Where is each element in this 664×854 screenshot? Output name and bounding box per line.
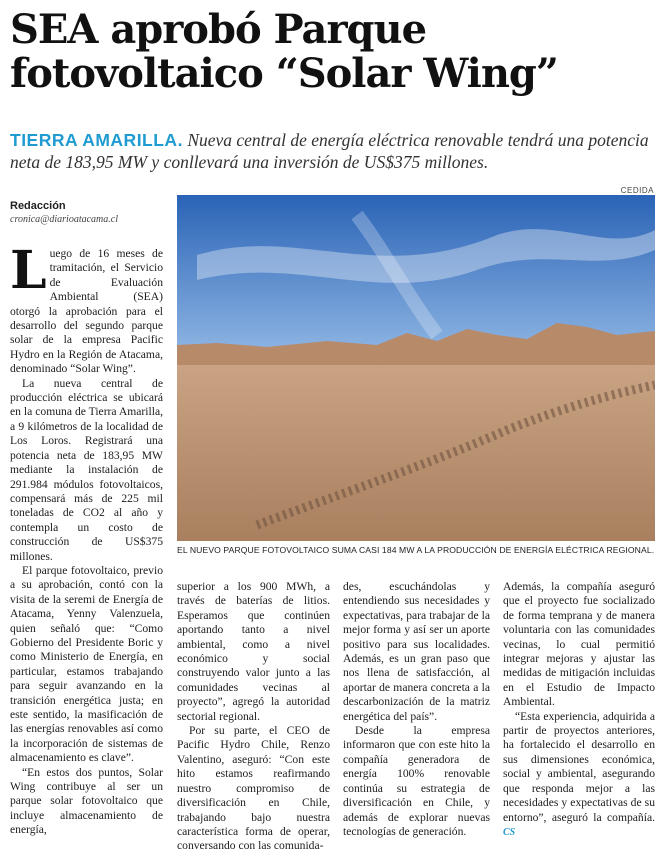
drop-cap: L: [10, 240, 47, 301]
paragraph-10: [503, 710, 655, 841]
paragraph-10-text: “Esta experiencia, adquirida a partir de proyectos anteriores, ha fortalecido el desarrollo en sus dimensiones económica, social y ambiental, asegurando que responda mejor a las necesidades y expectativas de su entorno”, aseguró la compañía.: [503, 709, 655, 824]
paragraph-9: Además, la compañía aseguró que el proyecto fue socializado de forma temprana y de manera voluntaria con las comunidades vecinas, lo cual permitió integrar mejoras y ajustar las medidas de mitigación incluidas en el Estudio de Impacto Ambiental.: [503, 580, 655, 709]
subhead-text: Nueva central de energía eléctrica renovable tendrá una potencia neta de 183,95 MW y conllevará una inversión de US$375 millones.: [10, 130, 649, 172]
paragraph-5: superior a los 900 MWh, a través de baterías de litios. Esperamos que continúen aportando tanto a nivel ambiental, como a nivel económico y social construyendo valor junto a las comunidades vecinas al proyecto”, agregó la autoridad sectorial regional.: [177, 580, 330, 723]
headline-line-1: SEA aprobó Parque: [10, 6, 427, 53]
paragraph-4: “En estos dos puntos, Solar Wing contribuye al ser un parque solar fotovoltaico que incluye almacenamiento de energía,: [10, 765, 163, 837]
subhead: [10, 129, 650, 173]
photo-caption: EL NUEVO PARQUE FOTOVOLTAICO SUMA CASI 184 MW A LA PRODUCCIÓN DE ENERGÍA ELÉCTRICA REGIONAL.: [177, 545, 655, 555]
paragraph-6: Por su parte, el CEO de Pacific Hydro Chile, Renzo Valentino, aseguró: “Con este hito estamos reafirmando nuestro compromiso de diversificación en Chile, trabajando bajo nuestra característica forma de operar, conversando con las comunida-: [177, 724, 330, 853]
article-column-3: [343, 580, 490, 839]
desert-floor: [177, 365, 655, 541]
article-column-1: [10, 240, 163, 838]
article-photo: [177, 195, 655, 541]
location-kicker: TIERRA AMARILLA.: [10, 130, 183, 150]
end-mark: CS: [503, 826, 516, 838]
paragraph-1: [10, 240, 163, 377]
paragraph-7: des, escuchándolas y entendiendo sus necesidades y expectativas, para trabajar de la mejor forma y así ser un aporte positivo para sus localidades. Además, es un gran paso que nos llena de satisfacción, al aportar de manera concreta a la descarbonización de la matriz energética del país”.: [343, 580, 490, 723]
article-column-2: [177, 580, 330, 854]
byline: [10, 200, 170, 225]
paragraph-2: La nueva central de producción eléctrica se ubicará en la comuna de Tierra Amarilla, a 9 kilómetros de la localidad de Los Loros. Registrará una potencia neta de 183,95 MW mediante la instalación de 291.984 módulos fotovoltaicos, compensará más de 225 mil toneladas de CO2 al año y contempla un costo de construcción de US$375 millones.: [10, 376, 163, 563]
paragraph-1-text: uego de 16 meses de tramitación, el Servicio de Evaluación Ambiental (SEA) otorgó la aprobación para el desarrollo del segundo parque solar de la empresa Pacific Hydro en la Región de Atacama, denominado “Solar Wing”.: [10, 247, 163, 376]
photo-credit: CEDIDA: [620, 186, 654, 195]
headline: [10, 8, 630, 96]
desert-landscape-image: [177, 195, 655, 541]
paragraph-3: El parque fotovoltaico, previo a su aprobación, contó con la visita de la seremi de Energía de Atacama, Yenny Valenzuela, quien señaló que: “Como Gobierno del Presidente Boric y como Ministerio de Energía, en particular, estamos trabajando para seguir avanzando en la transición energética justa; en este sentido, la masificación de las energías renovables así como la incorporación de sistemas de almacenamiento es clave”.: [10, 563, 163, 765]
paragraph-8: Desde la empresa informaron que con este hito la compañía generadora de energía 100% renovable continúa su estrategia de diversificación en Chile, y además de explorar nuevas tecnologías de generación.: [343, 724, 490, 838]
byline-author: Redacción: [10, 200, 66, 212]
article-column-4: [503, 580, 655, 840]
headline-line-2: fotovoltaico “Solar Wing”: [10, 50, 558, 97]
byline-email: cronica@diarioatacama.cl: [10, 214, 118, 225]
